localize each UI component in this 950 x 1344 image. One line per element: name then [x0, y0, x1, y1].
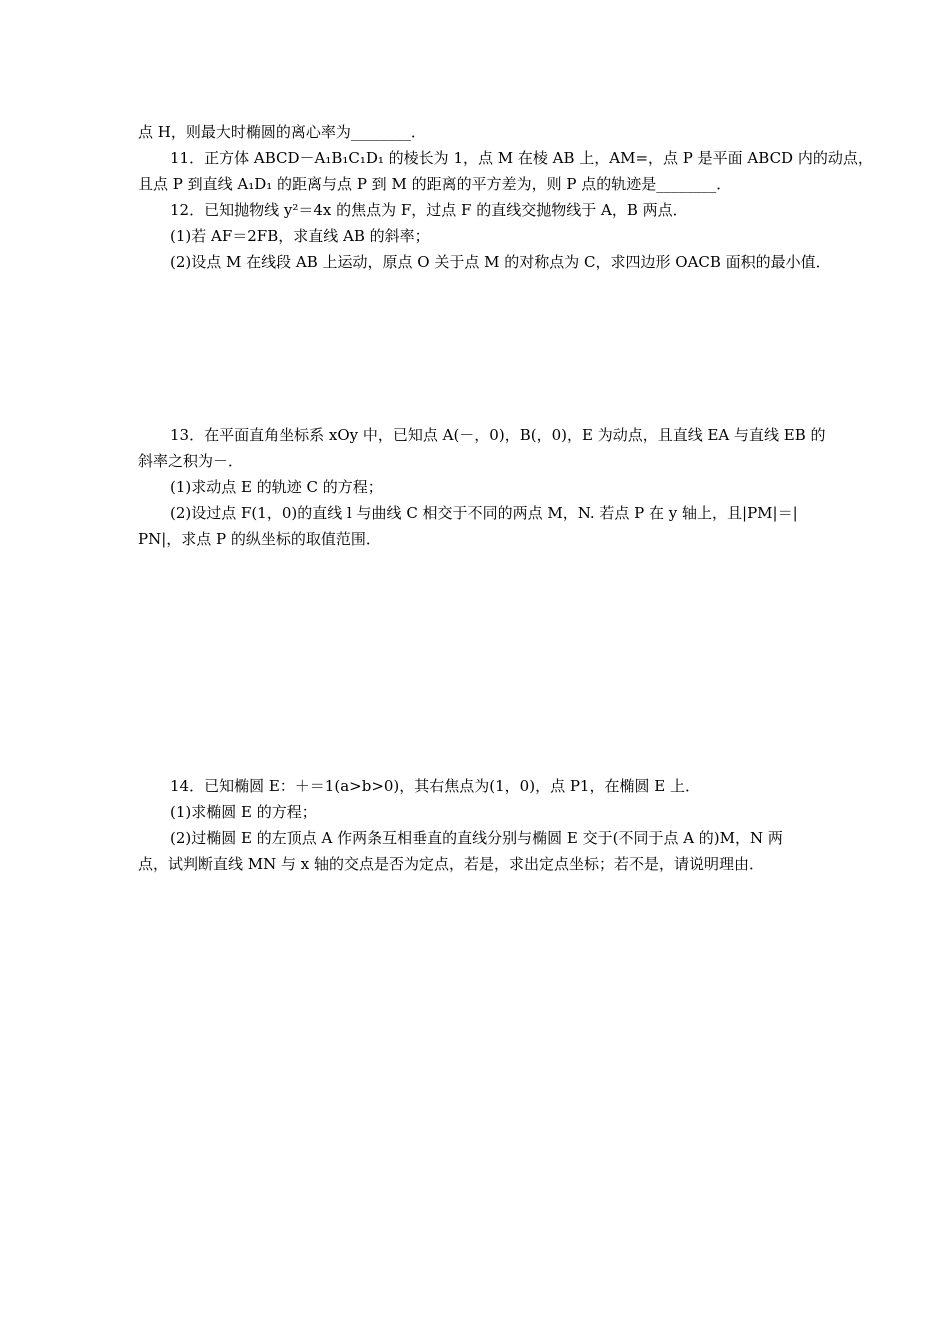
question-14-line: 14．已知椭圆 E：＋＝1(a>b>0)，其右焦点为(1，0)，点 P1，在椭圆 E 上．: [170, 777, 700, 795]
question-11-line: 11．正方体 ABCD－A₁B₁C₁D₁ 的棱长为 1，点 M 在棱 AB 上，AM=，点 P 是平面 ABCD 内的动点，: [170, 149, 873, 167]
question-12-part-1: (1)若 AF＝2FB，求直线 AB 的斜率；: [170, 227, 430, 245]
question-14-part-2: (2)过椭圆 E 的左顶点 A 作两条互相垂直的直线分别与椭圆 E 交于(不同于点 A 的)M，N 两: [170, 829, 783, 847]
question-13-part-1: (1)求动点 E 的轨迹 C 的方程；: [170, 478, 383, 496]
question-14-part-1: (1)求椭圆 E 的方程；: [170, 803, 317, 821]
question-13-part-2: (2)设过点 F(1，0)的直线 l 与曲线 C 相交于不同的两点 M，N. 若点 P 在 y 轴上，且|PM|＝|: [170, 504, 798, 522]
question-12-line: 12．已知抛物线 y²＝4x 的焦点为 F，过点 F 的直线交抛物线于 A，B 两点．: [170, 201, 688, 219]
question-13-part-2: PN|，求点 P 的纵坐标的取值范围．: [138, 530, 381, 548]
question-14-part-2: 点，试判断直线 MN 与 x 轴的交点是否为定点，若是，求出定点坐标；若不是，请说明理由．: [138, 855, 765, 873]
question-13-line: 13．在平面直角坐标系 xOy 中，已知点 A(－，0)，B(，0)，E 为动点，且直线 EA 与直线 EB 的: [170, 426, 826, 444]
question-12-part-2: (2)设点 M 在线段 AB 上运动，原点 O 关于点 M 的对称点为 C，求四边形 OACB 面积的最小值．: [170, 253, 831, 271]
text-line: 点 H，则最大时椭圆的离心率为________．: [138, 123, 426, 141]
question-13-line: 斜率之积为－．: [138, 452, 244, 470]
question-11-line: 且点 P 到直线 A₁D₁ 的距离与点 P 到 M 的距离的平方差为，则 P 点的轨迹是________．: [138, 175, 732, 193]
